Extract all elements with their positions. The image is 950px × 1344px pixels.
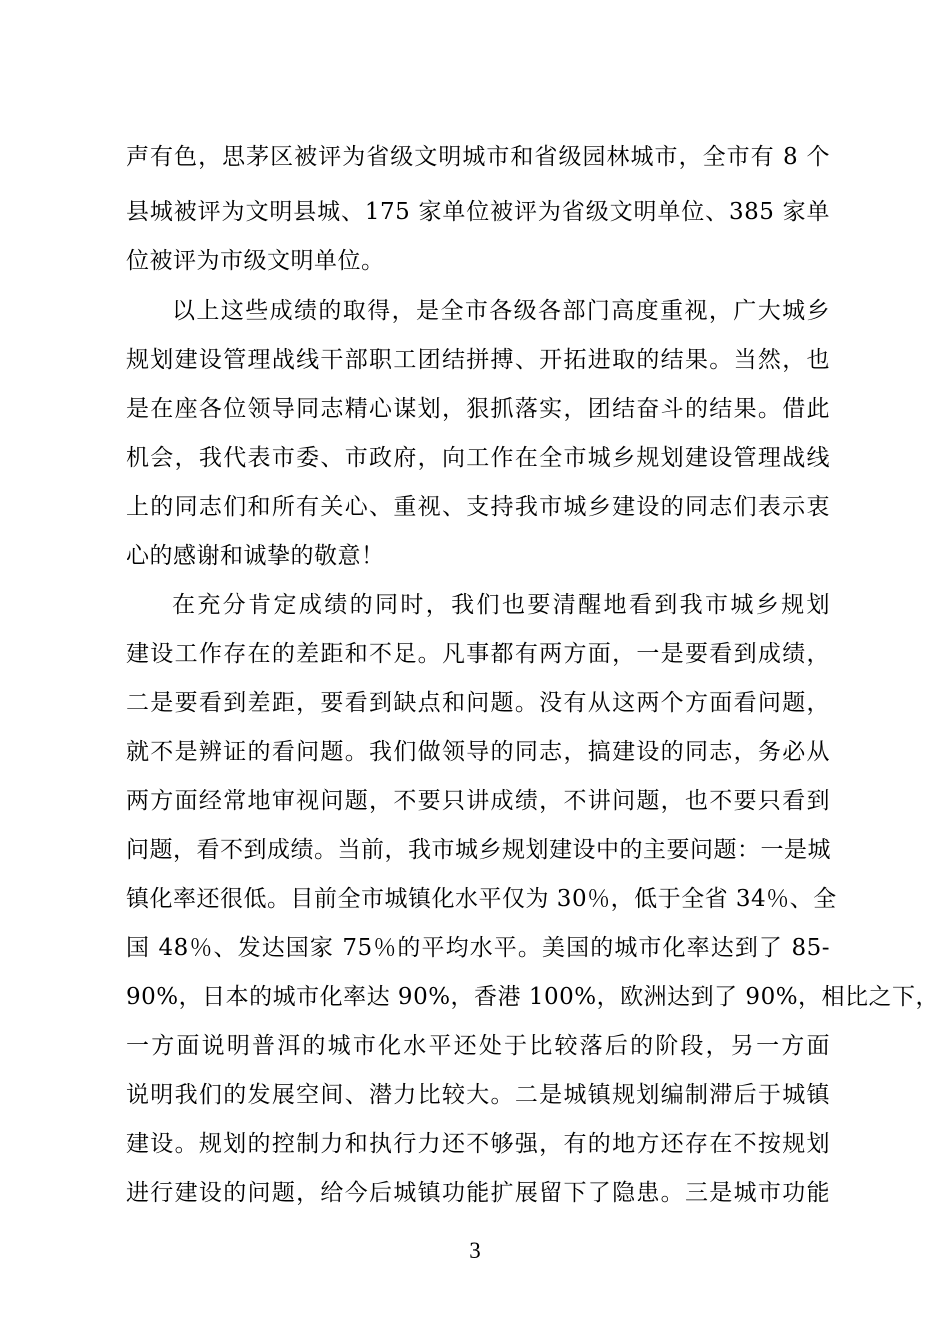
text-line: 声有色，思茅区被评为省级文明城市和省级园林城市，全市有 8 个 xyxy=(126,144,830,170)
text-line: 心的感谢和诚挚的敬意！ xyxy=(126,543,385,569)
text-line: 建设工作存在的差距和不足。凡事都有两方面，一是要看到成绩， xyxy=(126,641,830,667)
text-line: 位被评为市级文明单位。 xyxy=(126,248,385,274)
text-line: 两方面经常地审视问题，不要只讲成绩，不讲问题，也不要只看到 xyxy=(126,788,830,814)
text-line: 国 48％、发达国家 75％的平均水平。美国的城市化率达到了 85- xyxy=(126,935,830,961)
text-line: 在充分肯定成绩的同时，我们也要清醒地看到我市城乡规划 xyxy=(172,592,830,618)
text-line: 问题，看不到成绩。当前，我市城乡规划建设中的主要问题：一是城 xyxy=(126,837,831,863)
text-line: 以上这些成绩的取得，是全市各级各部门高度重视，广大城乡 xyxy=(172,298,830,324)
text-line: 一方面说明普洱的城市化水平还处于比较落后的阶段，另一方面 xyxy=(126,1033,830,1059)
text-line: 镇化率还很低。目前全市城镇化水平仅为 30％，低于全省 34％、全 xyxy=(126,886,837,912)
text-line: 规划建设管理战线干部职工团结拼搏、开拓进取的结果。当然，也 xyxy=(126,347,830,373)
text-line: 是在座各位领导同志精心谋划，狠抓落实，团结奋斗的结果。借此 xyxy=(126,396,830,422)
page-number: 3 xyxy=(469,1238,481,1263)
text-line: 县城被评为文明县城、175 家单位被评为省级文明单位、385 家单 xyxy=(126,199,830,225)
text-line: 二是要看到差距，要看到缺点和问题。没有从这两个方面看问题， xyxy=(126,690,830,716)
text-line: 说明我们的发展空间、潜力比较大。二是城镇规划编制滞后于城镇 xyxy=(126,1082,830,1108)
text-line: 机会，我代表市委、市政府，向工作在全市城乡规划建设管理战线 xyxy=(126,445,830,471)
text-line: 进行建设的问题，给今后城镇功能扩展留下了隐患。三是城市功能 xyxy=(126,1180,830,1206)
text-line: 90%，日本的城市化率达 90%，香港 100%，欧洲达到了 90%，相比之下， xyxy=(126,984,940,1010)
text-line: 上的同志们和所有关心、重视、支持我市城乡建设的同志们表示衷 xyxy=(126,494,830,520)
text-line: 建设。规划的控制力和执行力还不够强，有的地方还存在不按规划 xyxy=(126,1131,830,1157)
text-line: 就不是辨证的看问题。我们做领导的同志，搞建设的同志，务必从 xyxy=(126,739,830,765)
